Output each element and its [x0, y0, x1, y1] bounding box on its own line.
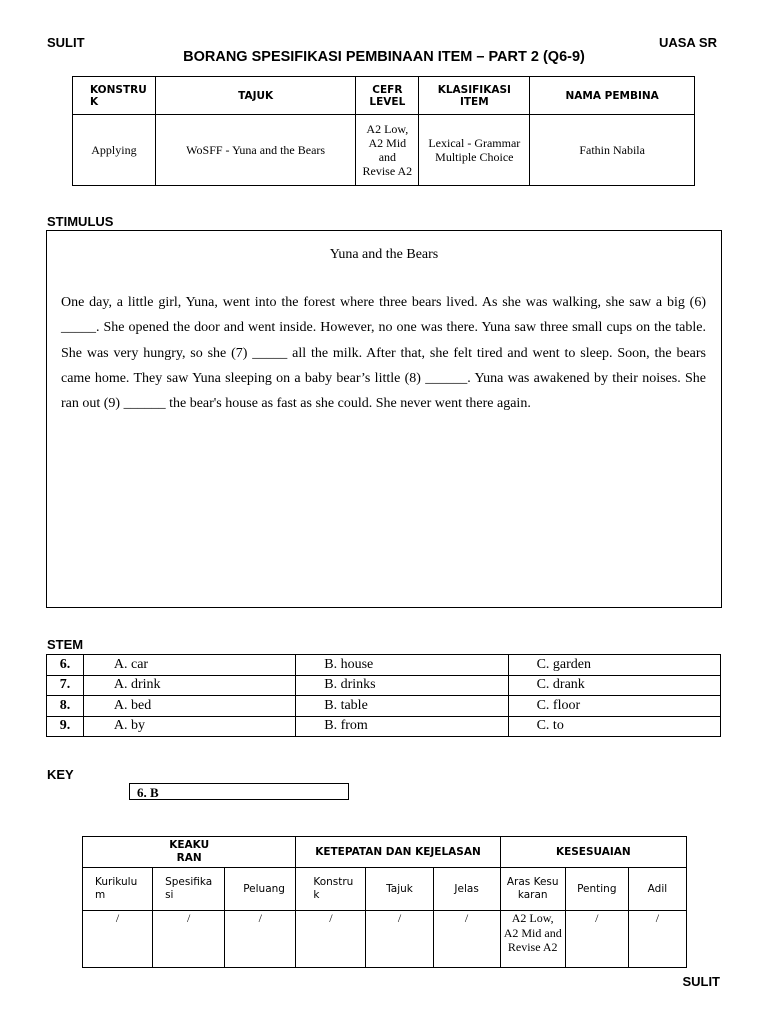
spec-header-row: [73, 77, 695, 115]
review-sub-jelas: Jelas: [433, 868, 500, 911]
spec-header-klasifikasi: KLASIFIKASI ITEM: [419, 77, 530, 115]
option-c: C. floor: [508, 696, 720, 717]
review-value-kurikulum: /: [83, 911, 153, 968]
review-group-keakuran: [83, 837, 296, 868]
spec-header-konstruk: KONSTRUK: [73, 77, 156, 115]
review-value-jelas: /: [433, 911, 500, 968]
story-title: Yuna and the Bears: [329, 247, 439, 262]
review-sub-peluang: Peluang: [225, 868, 296, 911]
stem-row: [47, 696, 721, 717]
option-b: B. house: [296, 655, 508, 676]
option-b: B. table: [296, 696, 508, 717]
spec-header-pembina: NAMA PEMBINA: [530, 77, 695, 115]
spec-value-tajuk: WoSFF - Yuna and the Bears: [155, 115, 355, 186]
stem-row: [47, 675, 721, 696]
option-b: B. drinks: [296, 675, 508, 696]
spec-value-klasifikasi: Lexical - Grammar Multiple Choice: [419, 115, 530, 186]
spec-value-pembina: Fathin Nabila: [530, 115, 695, 186]
review-sub-aras: Aras Kesukaran: [500, 868, 565, 911]
review-value-adil: /: [628, 911, 686, 968]
header-sulit-label: SULIT: [47, 35, 85, 50]
spec-table: [72, 76, 695, 186]
review-table: [82, 836, 687, 968]
review-sub-tajuk: Tajuk: [366, 868, 433, 911]
spec-header-tajuk: TAJUK: [155, 77, 355, 115]
answer-key-box: 6. B: [129, 783, 349, 800]
review-sub-spesifikasi: Spesifikasi: [153, 868, 225, 911]
review-value-row: [83, 911, 687, 968]
stem-label: STEM: [47, 637, 84, 652]
spec-value-row: [73, 115, 695, 186]
review-group-row: [83, 837, 687, 868]
stem-row: [47, 716, 721, 737]
question-number: 7.: [47, 675, 84, 696]
review-group-ketepatan: KETEPATAN DAN KEJELASAN: [296, 837, 500, 868]
stem-row: [47, 655, 721, 676]
option-c: C. garden: [508, 655, 720, 676]
key-label: KEY: [47, 767, 74, 782]
review-value-penting: /: [565, 911, 628, 968]
option-c: C. drank: [508, 675, 720, 696]
spec-value-cefr: A2 Low, A2 Mid and Revise A2: [356, 115, 419, 186]
stem-table: [46, 654, 721, 737]
stimulus-label: STIMULUS: [47, 214, 114, 229]
question-number: 6.: [47, 655, 84, 676]
question-number: 8.: [47, 696, 84, 717]
document-title: BORANG SPESIFIKASI PEMBINAAN ITEM – PART 2 (Q6-9): [183, 49, 585, 65]
review-sub-adil: Adil: [628, 868, 686, 911]
review-sub-penting: Penting: [565, 868, 628, 911]
review-value-spesifikasi: /: [153, 911, 225, 968]
review-value-aras: A2 Low, A2 Mid and Revise A2: [500, 911, 565, 968]
spec-value-konstruk: Applying: [73, 115, 156, 186]
option-a: A. car: [83, 655, 295, 676]
story-text: One day, a little girl, Yuna, went into the forest where three bears lived. As she was walking, she saw a big (6) _____. She opened the door and went inside. However, no one was there. Yuna saw three small cups on the table. She was very hungry, so she (7) _____ all the milk. After that, she felt tired and went to sleep. Soon, the bears came home. They saw Yuna sleeping on a baby bear’s little (8) ______. Yuna was awakened by their noises. She ran out (9) ______ the bear's house as fast as she could. She never went there again.: [61, 295, 706, 412]
spec-header-cefr: CEFR LEVEL: [356, 77, 419, 115]
keakuran-label: KEAKURAN: [169, 839, 210, 864]
review-value-tajuk: /: [366, 911, 433, 968]
option-a: A. bed: [83, 696, 295, 717]
option-a: A. by: [83, 716, 295, 737]
question-number: 9.: [47, 716, 84, 737]
footer-sulit-label: SULIT: [682, 974, 720, 989]
stimulus-box: [46, 230, 722, 608]
review-sub-row: [83, 868, 687, 911]
option-b: B. from: [296, 716, 508, 737]
review-sub-kurikulum: Kurikulum: [83, 868, 153, 911]
header-uasa-label: UASA SR: [658, 35, 717, 50]
review-value-konstruk: /: [296, 911, 366, 968]
review-group-kesesuaian: KESESUAIAN: [500, 837, 686, 868]
option-a: A. drink: [83, 675, 295, 696]
review-sub-konstruk: Konstruk: [296, 868, 366, 911]
review-value-peluang: /: [225, 911, 296, 968]
option-c: C. to: [508, 716, 720, 737]
